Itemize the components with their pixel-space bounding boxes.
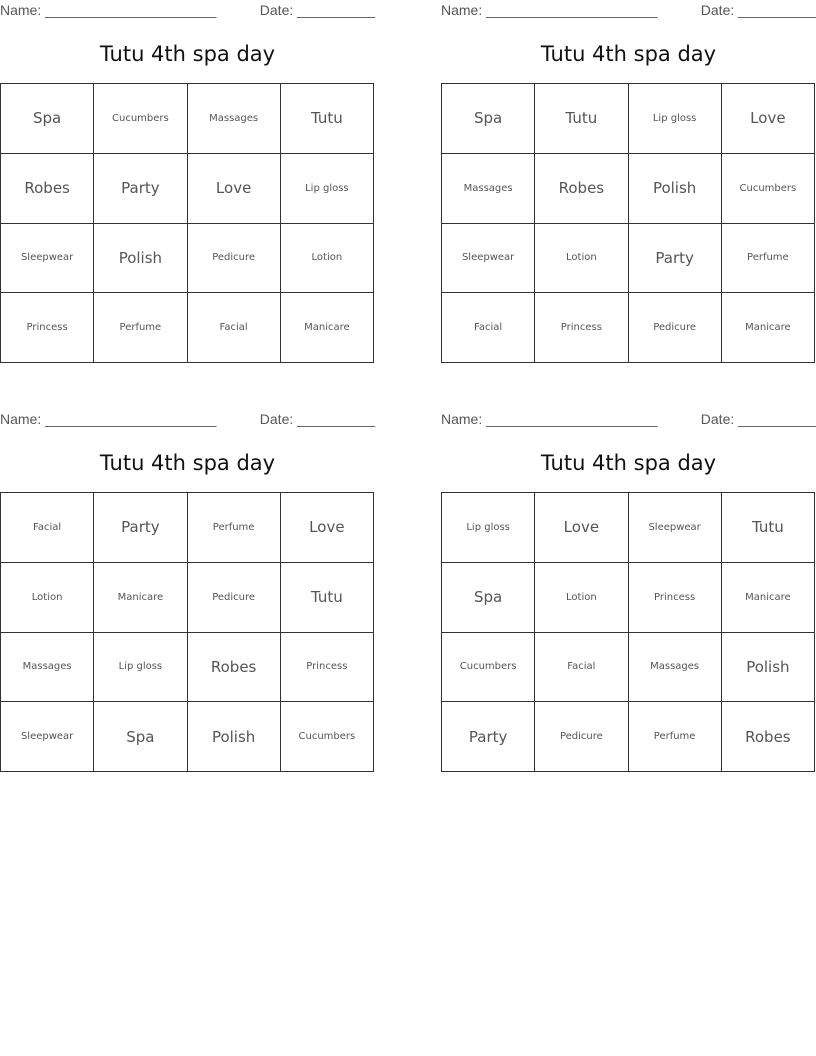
bingo-cell: Lip gloss xyxy=(94,632,187,702)
bingo-cell: Manicare xyxy=(721,293,814,363)
bingo-cell: Manicare xyxy=(94,562,187,632)
bingo-row xyxy=(442,223,815,293)
bingo-cell: Lotion xyxy=(535,562,628,632)
card-title: Tutu 4th spa day xyxy=(540,451,717,475)
date-field: Date: __________ xyxy=(700,2,816,18)
bingo-cell: Lotion xyxy=(280,223,373,293)
name-date-line xyxy=(441,2,816,20)
name-date-line xyxy=(441,411,816,429)
bingo-cell: Manicare xyxy=(721,562,814,632)
card-title: Tutu 4th spa day xyxy=(540,42,717,66)
bingo-cell: Polish xyxy=(628,153,721,223)
bingo-cell: Party xyxy=(94,493,187,563)
bingo-cell: Cucumbers xyxy=(442,632,535,702)
bingo-row xyxy=(1,562,374,632)
bingo-grid xyxy=(0,492,374,772)
bingo-row xyxy=(442,562,815,632)
bingo-cell: Lip gloss xyxy=(628,84,721,154)
bingo-cell: Tutu xyxy=(721,493,814,563)
bingo-cell: Facial xyxy=(1,493,94,563)
bingo-cell: Perfume xyxy=(721,223,814,293)
bingo-row xyxy=(1,153,374,223)
bingo-cell: Perfume xyxy=(94,293,187,363)
bingo-row xyxy=(442,153,815,223)
bingo-cell: Polish xyxy=(187,702,280,772)
bingo-cell: Party xyxy=(442,702,535,772)
bingo-cell: Pedicure xyxy=(535,702,628,772)
bingo-cell: Massages xyxy=(442,153,535,223)
name-field: Name: ______________________ xyxy=(0,2,217,18)
name-date-line xyxy=(0,2,375,20)
bingo-cell: Tutu xyxy=(535,84,628,154)
date-field: Date: __________ xyxy=(259,2,375,18)
bingo-cell: Princess xyxy=(628,562,721,632)
card-title: Tutu 4th spa day xyxy=(99,42,276,66)
bingo-row xyxy=(1,632,374,702)
bingo-cell: Tutu xyxy=(280,84,373,154)
bingo-row xyxy=(1,293,374,363)
bingo-card xyxy=(0,409,375,774)
bingo-cell: Spa xyxy=(1,84,94,154)
bingo-cell: Manicare xyxy=(280,293,373,363)
bingo-row xyxy=(442,84,815,154)
bingo-grid xyxy=(0,83,374,363)
date-field: Date: __________ xyxy=(259,411,375,427)
bingo-cell: Cucumbers xyxy=(94,84,187,154)
bingo-cell: Spa xyxy=(442,562,535,632)
bingo-cell: Sleepwear xyxy=(628,493,721,563)
bingo-cell: Spa xyxy=(94,702,187,772)
bingo-cell: Love xyxy=(535,493,628,563)
bingo-cell: Cucumbers xyxy=(721,153,814,223)
card-title: Tutu 4th spa day xyxy=(99,451,276,475)
bingo-grid xyxy=(441,492,815,772)
bingo-cell: Robes xyxy=(535,153,628,223)
bingo-cell: Spa xyxy=(442,84,535,154)
name-field: Name: ______________________ xyxy=(441,411,658,427)
bingo-cell: Love xyxy=(187,153,280,223)
bingo-row xyxy=(442,493,815,563)
bingo-cell: Perfume xyxy=(187,493,280,563)
bingo-card xyxy=(441,409,816,774)
bingo-cell: Polish xyxy=(721,632,814,702)
name-field: Name: ______________________ xyxy=(0,411,217,427)
bingo-cell: Massages xyxy=(628,632,721,702)
date-field: Date: __________ xyxy=(700,411,816,427)
bingo-cell: Facial xyxy=(187,293,280,363)
bingo-card xyxy=(0,0,375,365)
bingo-cell: Love xyxy=(280,493,373,563)
bingo-cell: Princess xyxy=(535,293,628,363)
bingo-row xyxy=(1,702,374,772)
bingo-cell: Facial xyxy=(442,293,535,363)
bingo-cell: Sleepwear xyxy=(1,223,94,293)
bingo-cell: Polish xyxy=(94,223,187,293)
bingo-cell: Lotion xyxy=(1,562,94,632)
bingo-cell: Princess xyxy=(280,632,373,702)
bingo-row xyxy=(442,293,815,363)
bingo-cell: Party xyxy=(94,153,187,223)
bingo-row xyxy=(1,493,374,563)
bingo-cell: Lotion xyxy=(535,223,628,293)
bingo-cell: Lip gloss xyxy=(442,493,535,563)
bingo-cell: Sleepwear xyxy=(442,223,535,293)
bingo-row xyxy=(1,223,374,293)
bingo-row xyxy=(442,632,815,702)
name-date-line xyxy=(0,411,375,429)
bingo-cell: Robes xyxy=(187,632,280,702)
bingo-cell: Robes xyxy=(721,702,814,772)
bingo-cell: Robes xyxy=(1,153,94,223)
bingo-cell: Cucumbers xyxy=(280,702,373,772)
bingo-cell: Pedicure xyxy=(187,223,280,293)
bingo-row xyxy=(442,702,815,772)
bingo-card xyxy=(441,0,816,365)
bingo-cell: Massages xyxy=(1,632,94,702)
bingo-cell: Perfume xyxy=(628,702,721,772)
bingo-cell: Sleepwear xyxy=(1,702,94,772)
bingo-row xyxy=(1,84,374,154)
bingo-cell: Massages xyxy=(187,84,280,154)
name-field: Name: ______________________ xyxy=(441,2,658,18)
bingo-cell: Pedicure xyxy=(187,562,280,632)
bingo-cell: Lip gloss xyxy=(280,153,373,223)
bingo-cell: Princess xyxy=(1,293,94,363)
bingo-cell: Love xyxy=(721,84,814,154)
bingo-grid xyxy=(441,83,815,363)
bingo-cell: Pedicure xyxy=(628,293,721,363)
bingo-cell: Party xyxy=(628,223,721,293)
bingo-cell: Facial xyxy=(535,632,628,702)
bingo-cell: Tutu xyxy=(280,562,373,632)
